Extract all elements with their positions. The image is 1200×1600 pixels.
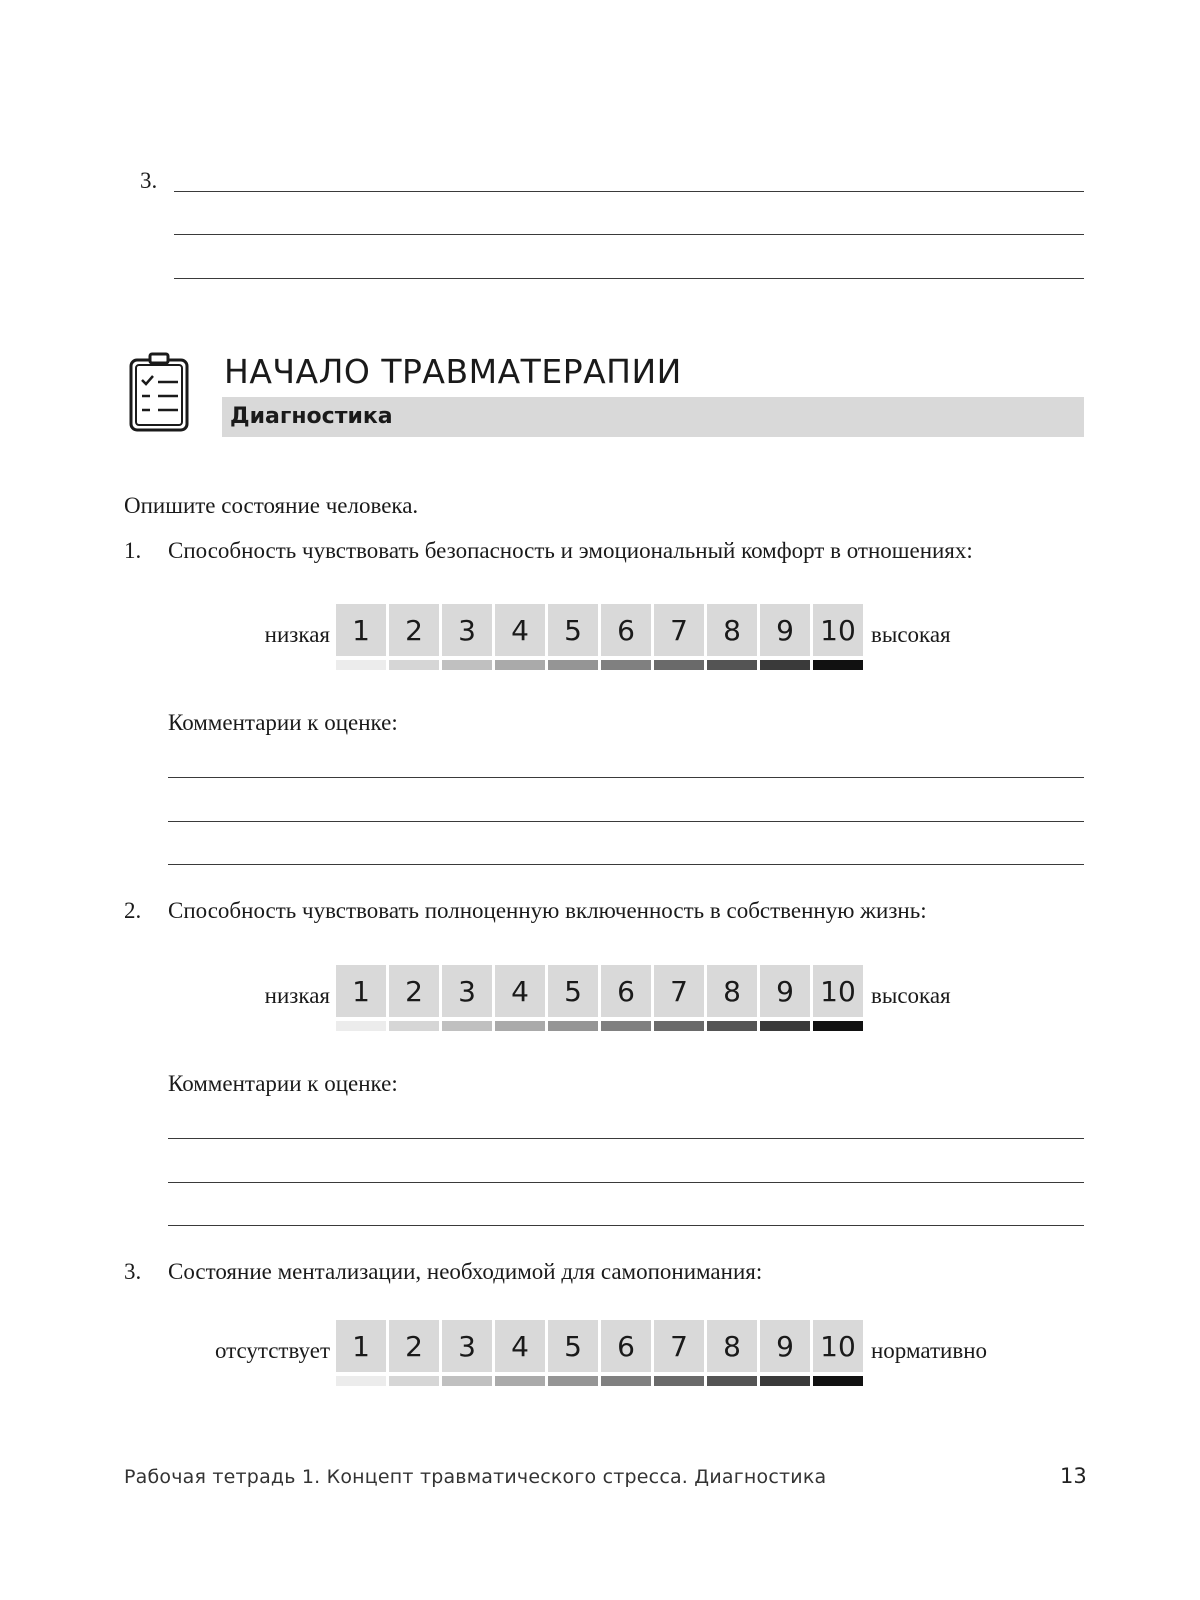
scale-cell-1[interactable]: 1 [336,965,386,1017]
scale-shade-6 [601,660,651,670]
scale-shade-6 [601,1376,651,1386]
answer-line[interactable] [174,278,1084,279]
scale-cell-8[interactable]: 8 [707,604,757,656]
scale-cell-2[interactable]: 2 [389,604,439,656]
scale-cell-7[interactable]: 7 [654,1320,704,1372]
rating-scale [0,604,1200,674]
scale-high-label: нормативно [871,1338,987,1363]
scale-cell-8[interactable]: 8 [707,1320,757,1372]
scale-shade-3 [442,660,492,670]
scale-cell-9[interactable]: 9 [760,1320,810,1372]
scale-shade-9 [760,660,810,670]
scale-shade-1 [336,1376,386,1386]
scale-cell-2[interactable]: 2 [389,965,439,1017]
comment-line[interactable] [168,1138,1084,1139]
scale-cell-7[interactable]: 7 [654,604,704,656]
scale-shade-7 [654,1376,704,1386]
section-title: НАЧАЛО ТРАВМАТЕРАПИИ [224,352,682,391]
scale-shade-5 [548,1021,598,1031]
scale-cell-4[interactable]: 4 [495,1320,545,1372]
scale-cell-5[interactable]: 5 [548,1320,598,1372]
scale-cell-10[interactable]: 10 [813,965,863,1017]
comment-line[interactable] [168,777,1084,778]
scale-high-label: высокая [871,622,951,647]
scale-shade-10 [813,1376,863,1386]
rating-scale [0,1320,1200,1390]
answer-line[interactable] [174,234,1084,235]
scale-shade-9 [760,1021,810,1031]
scale-cell-4[interactable]: 4 [495,604,545,656]
scale-shade-9 [760,1376,810,1386]
section-subtitle: Диагностика [230,404,393,429]
scale-shade-3 [442,1376,492,1386]
question-number: 1. [124,538,142,563]
comment-label: Комментарии к оценке: [168,1071,398,1096]
scale-shade-2 [389,1021,439,1031]
scale-cell-5[interactable]: 5 [548,965,598,1017]
scale-cell-1[interactable]: 1 [336,604,386,656]
comment-line[interactable] [168,1182,1084,1183]
question-text: Способность чувствовать безопасность и эмоциональный комфорт в отношениях: [168,538,973,563]
scale-cell-3[interactable]: 3 [442,604,492,656]
scale-shade-7 [654,1021,704,1031]
scale-cell-9[interactable]: 9 [760,965,810,1017]
scale-cell-2[interactable]: 2 [389,1320,439,1372]
scale-cell-1[interactable]: 1 [336,1320,386,1372]
scale-cell-4[interactable]: 4 [495,965,545,1017]
question-number: 3. [124,1259,142,1284]
scale-low-label: низкая [264,983,330,1008]
page-number: 13 [1060,1464,1087,1488]
comment-line[interactable] [168,1225,1084,1226]
scale-shade-5 [548,660,598,670]
scale-cell-3[interactable]: 3 [442,965,492,1017]
scale-shade-1 [336,660,386,670]
question-number: 2. [124,898,142,923]
scale-shade-4 [495,660,545,670]
scale-cell-7[interactable]: 7 [654,965,704,1017]
scale-shade-2 [389,1376,439,1386]
scale-shade-4 [495,1376,545,1386]
scale-low-label: отсутствует [214,1338,330,1363]
scale-cell-5[interactable]: 5 [548,604,598,656]
scale-shade-7 [654,660,704,670]
scale-low-label: низкая [264,622,330,647]
clipboard-checklist-icon [128,352,190,432]
scale-shade-8 [707,1021,757,1031]
scale-shade-4 [495,1021,545,1031]
question-text: Состояние ментализации, необходимой для самопонимания: [168,1259,763,1284]
scale-cell-6[interactable]: 6 [601,965,651,1017]
scale-shade-5 [548,1376,598,1386]
scale-cell-10[interactable]: 10 [813,1320,863,1372]
scale-shade-8 [707,660,757,670]
scale-shade-2 [389,660,439,670]
question-text: Способность чувствовать полноценную включенность в собственную жизнь: [168,898,927,923]
scale-cell-6[interactable]: 6 [601,604,651,656]
scale-cell-8[interactable]: 8 [707,965,757,1017]
comment-line[interactable] [168,821,1084,822]
scale-cell-9[interactable]: 9 [760,604,810,656]
scale-cell-3[interactable]: 3 [442,1320,492,1372]
scale-shade-10 [813,1021,863,1031]
footer-text: Рабочая тетрадь 1. Концепт травматического стресса. Диагностика [124,1466,827,1488]
scale-high-label: высокая [871,983,951,1008]
scale-shade-3 [442,1021,492,1031]
scale-cell-6[interactable]: 6 [601,1320,651,1372]
intro-text: Опишите состояние человека. [124,493,419,518]
scale-shade-1 [336,1021,386,1031]
answer-line[interactable] [174,191,1084,192]
top-item-number: 3. [140,168,158,193]
comment-label: Комментарии к оценке: [168,710,398,735]
comment-line[interactable] [168,864,1084,865]
rating-scale [0,965,1200,1035]
scale-shade-6 [601,1021,651,1031]
scale-shade-8 [707,1376,757,1386]
scale-shade-10 [813,660,863,670]
scale-cell-10[interactable]: 10 [813,604,863,656]
